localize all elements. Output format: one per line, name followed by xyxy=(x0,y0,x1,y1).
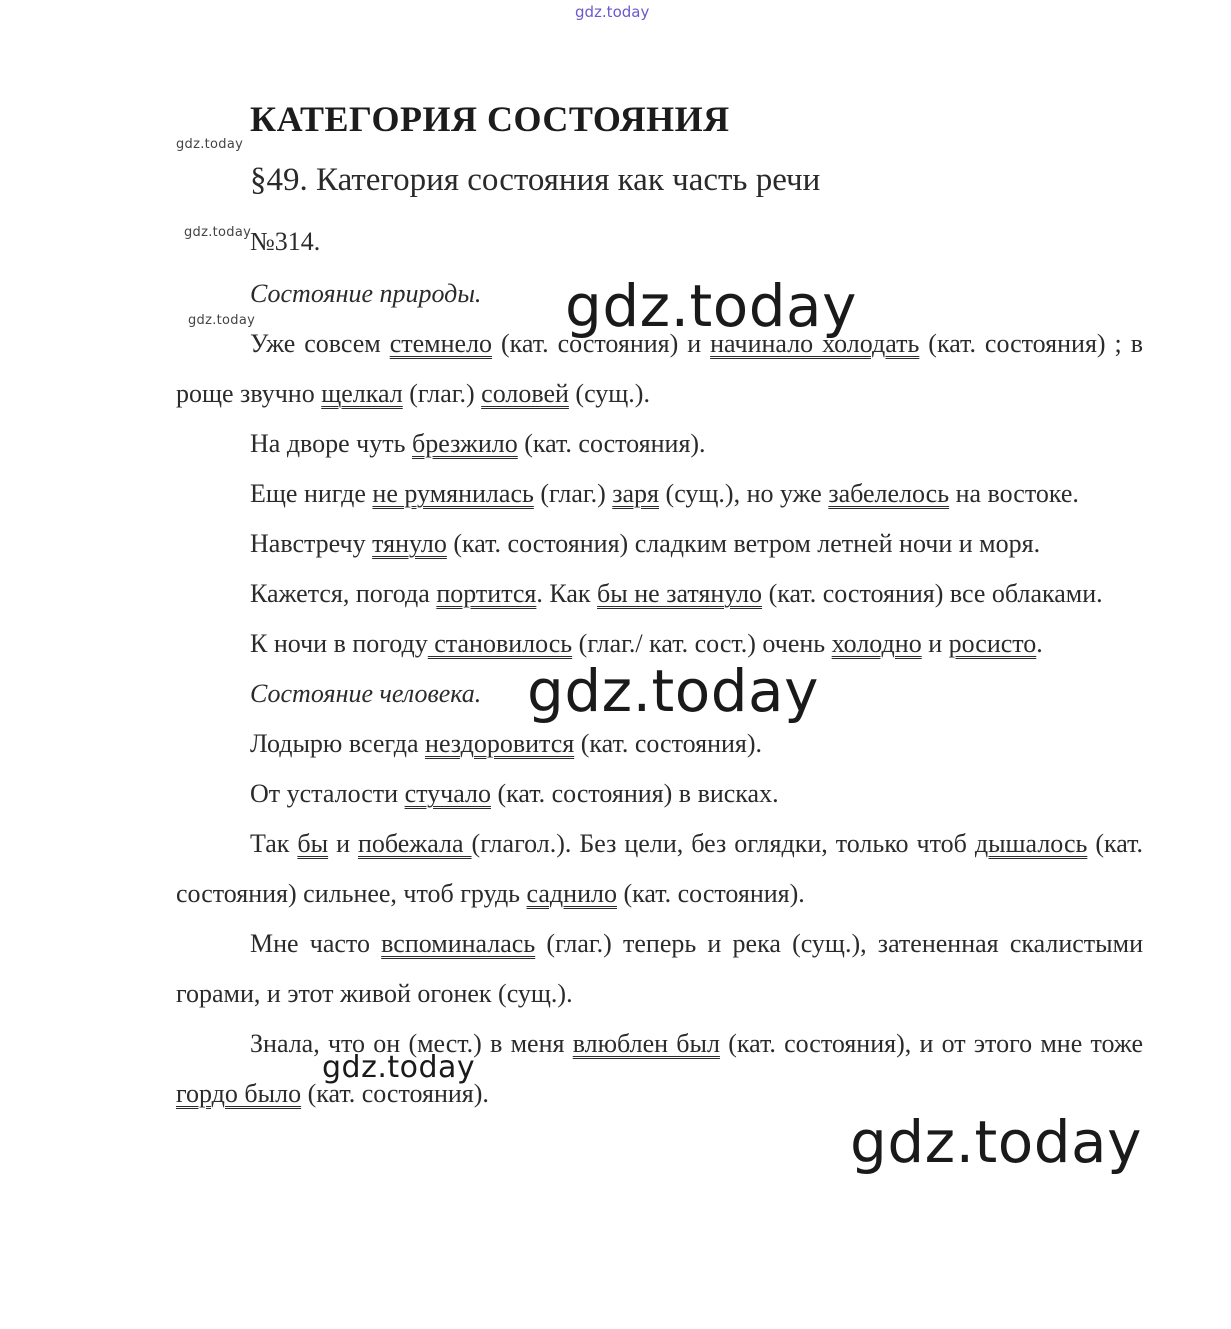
underlined-word: гордо было xyxy=(176,1079,302,1108)
text-segment: (кат. состояния) ; в роще звучно xyxy=(176,329,1143,408)
text-paragraph xyxy=(176,919,1143,1019)
text-segment: (кат. состояния) все облаками. xyxy=(762,579,1103,608)
underlined-word: стемнело xyxy=(389,329,493,358)
watermark-small-1: gdz.today xyxy=(176,137,244,152)
underlined-word: портится xyxy=(436,579,537,608)
text-paragraph xyxy=(176,819,1143,919)
text-segment: На дворе чуть xyxy=(250,429,412,458)
underlined-word: нездоровится xyxy=(425,729,575,758)
text-segment: (сущ.). xyxy=(568,379,650,408)
text-segment: К ночи в погоду xyxy=(250,629,428,658)
watermark-small-2: gdz.today xyxy=(184,225,252,240)
text-segment: . xyxy=(1036,629,1043,658)
underlined-word: тянуло xyxy=(372,529,447,558)
text-segment: Еще нигде xyxy=(250,479,373,508)
text-segment: и xyxy=(328,829,358,858)
underlined-word: становилось xyxy=(427,629,573,658)
text-paragraph xyxy=(176,719,1143,769)
text-segment: (глаг.) xyxy=(533,479,613,508)
underlined-word: влюблен был xyxy=(572,1029,720,1058)
underlined-word: вспоминалась xyxy=(381,929,536,958)
watermark-big-2: gdz.today xyxy=(527,657,819,725)
text-paragraph xyxy=(176,519,1143,569)
watermark-big-1: gdz.today xyxy=(565,272,857,340)
page-title: КАТЕГОРИЯ СОСТОЯНИЯ xyxy=(250,99,730,139)
text-paragraph xyxy=(176,569,1143,619)
text-segment: и xyxy=(921,629,949,658)
section-subtitle: §49. Категория состояния как часть речи xyxy=(250,162,821,198)
text-segment: Лодырю всегда xyxy=(250,729,426,758)
text-segment: (кат. состояния) в висках. xyxy=(490,779,779,808)
underlined-word: бы xyxy=(297,829,329,858)
exercise-number: №314. xyxy=(250,227,321,256)
text-segment: на востоке. xyxy=(949,479,1079,508)
text-paragraph xyxy=(176,469,1143,519)
underlined-word: стучало xyxy=(404,779,491,808)
text-paragraph xyxy=(176,419,1143,469)
underlined-word: холодно xyxy=(831,629,922,658)
underlined-word: не румянилась xyxy=(372,479,534,508)
underlined-word: щелкал xyxy=(321,379,403,408)
watermark-top: gdz.today xyxy=(575,3,650,21)
text-segment: (кат. состояния), и от этого мне тоже xyxy=(719,1029,1143,1058)
text-segment: От усталости xyxy=(250,779,405,808)
underlined-word: дышалось xyxy=(974,829,1088,858)
text-segment: . Как xyxy=(536,579,598,608)
underlined-word: побежала xyxy=(357,829,472,858)
watermark-small-3: gdz.today xyxy=(188,313,256,328)
text-segment: (кат. состояния). xyxy=(616,879,805,908)
text-segment: Состояние человека. xyxy=(250,679,482,708)
underlined-word: соловей xyxy=(481,379,569,408)
text-segment: (сущ.), но уже xyxy=(659,479,829,508)
text-segment: (глагол.). Без цели, без оглядки, только чтоб xyxy=(471,829,975,858)
underlined-word: бы не затянуло xyxy=(597,579,763,608)
text-segment: (глаг./ кат. сост.) очень xyxy=(572,629,832,658)
watermark-big-3: gdz.today xyxy=(322,1050,476,1085)
text-segment: Знала, что он (мест.) в меня xyxy=(250,1029,573,1058)
text-segment: (кат. состояния) сильнее, чтоб грудь xyxy=(176,829,1144,908)
text-segment: (глаг.) теперь и река (сущ.), затененная скалистыми горами, и этот живой огонек (сущ.). xyxy=(176,929,1143,1008)
underlined-word: брезжило xyxy=(411,429,518,458)
text-paragraph xyxy=(176,769,1143,819)
text-segment: (кат. состояния). xyxy=(517,429,706,458)
underlined-word: забелелось xyxy=(828,479,950,508)
text-segment: (кат. состояния) и xyxy=(492,329,711,358)
text-segment: Мне часто xyxy=(250,929,382,958)
underlined-word: заря xyxy=(612,479,660,508)
text-segment: Навстречу xyxy=(250,529,373,558)
text-segment: (кат. состояния). xyxy=(301,1079,489,1108)
text-segment: Состояние природы. xyxy=(250,279,482,308)
text-segment: (глаг.) xyxy=(402,379,482,408)
text-segment: Уже совсем xyxy=(250,329,390,358)
text-segment: Так xyxy=(250,829,298,858)
text-segment: (кат. состояния). xyxy=(574,729,763,758)
underlined-word: саднило xyxy=(526,879,617,908)
watermark-big-4: gdz.today xyxy=(850,1108,1142,1176)
text-segment: Кажется, погода xyxy=(250,579,437,608)
underlined-word: росисто xyxy=(948,629,1037,658)
text-segment: (кат. состояния) сладким ветром летней ночи и моря. xyxy=(446,529,1041,558)
underlined-word: начинало холодать xyxy=(710,329,920,358)
